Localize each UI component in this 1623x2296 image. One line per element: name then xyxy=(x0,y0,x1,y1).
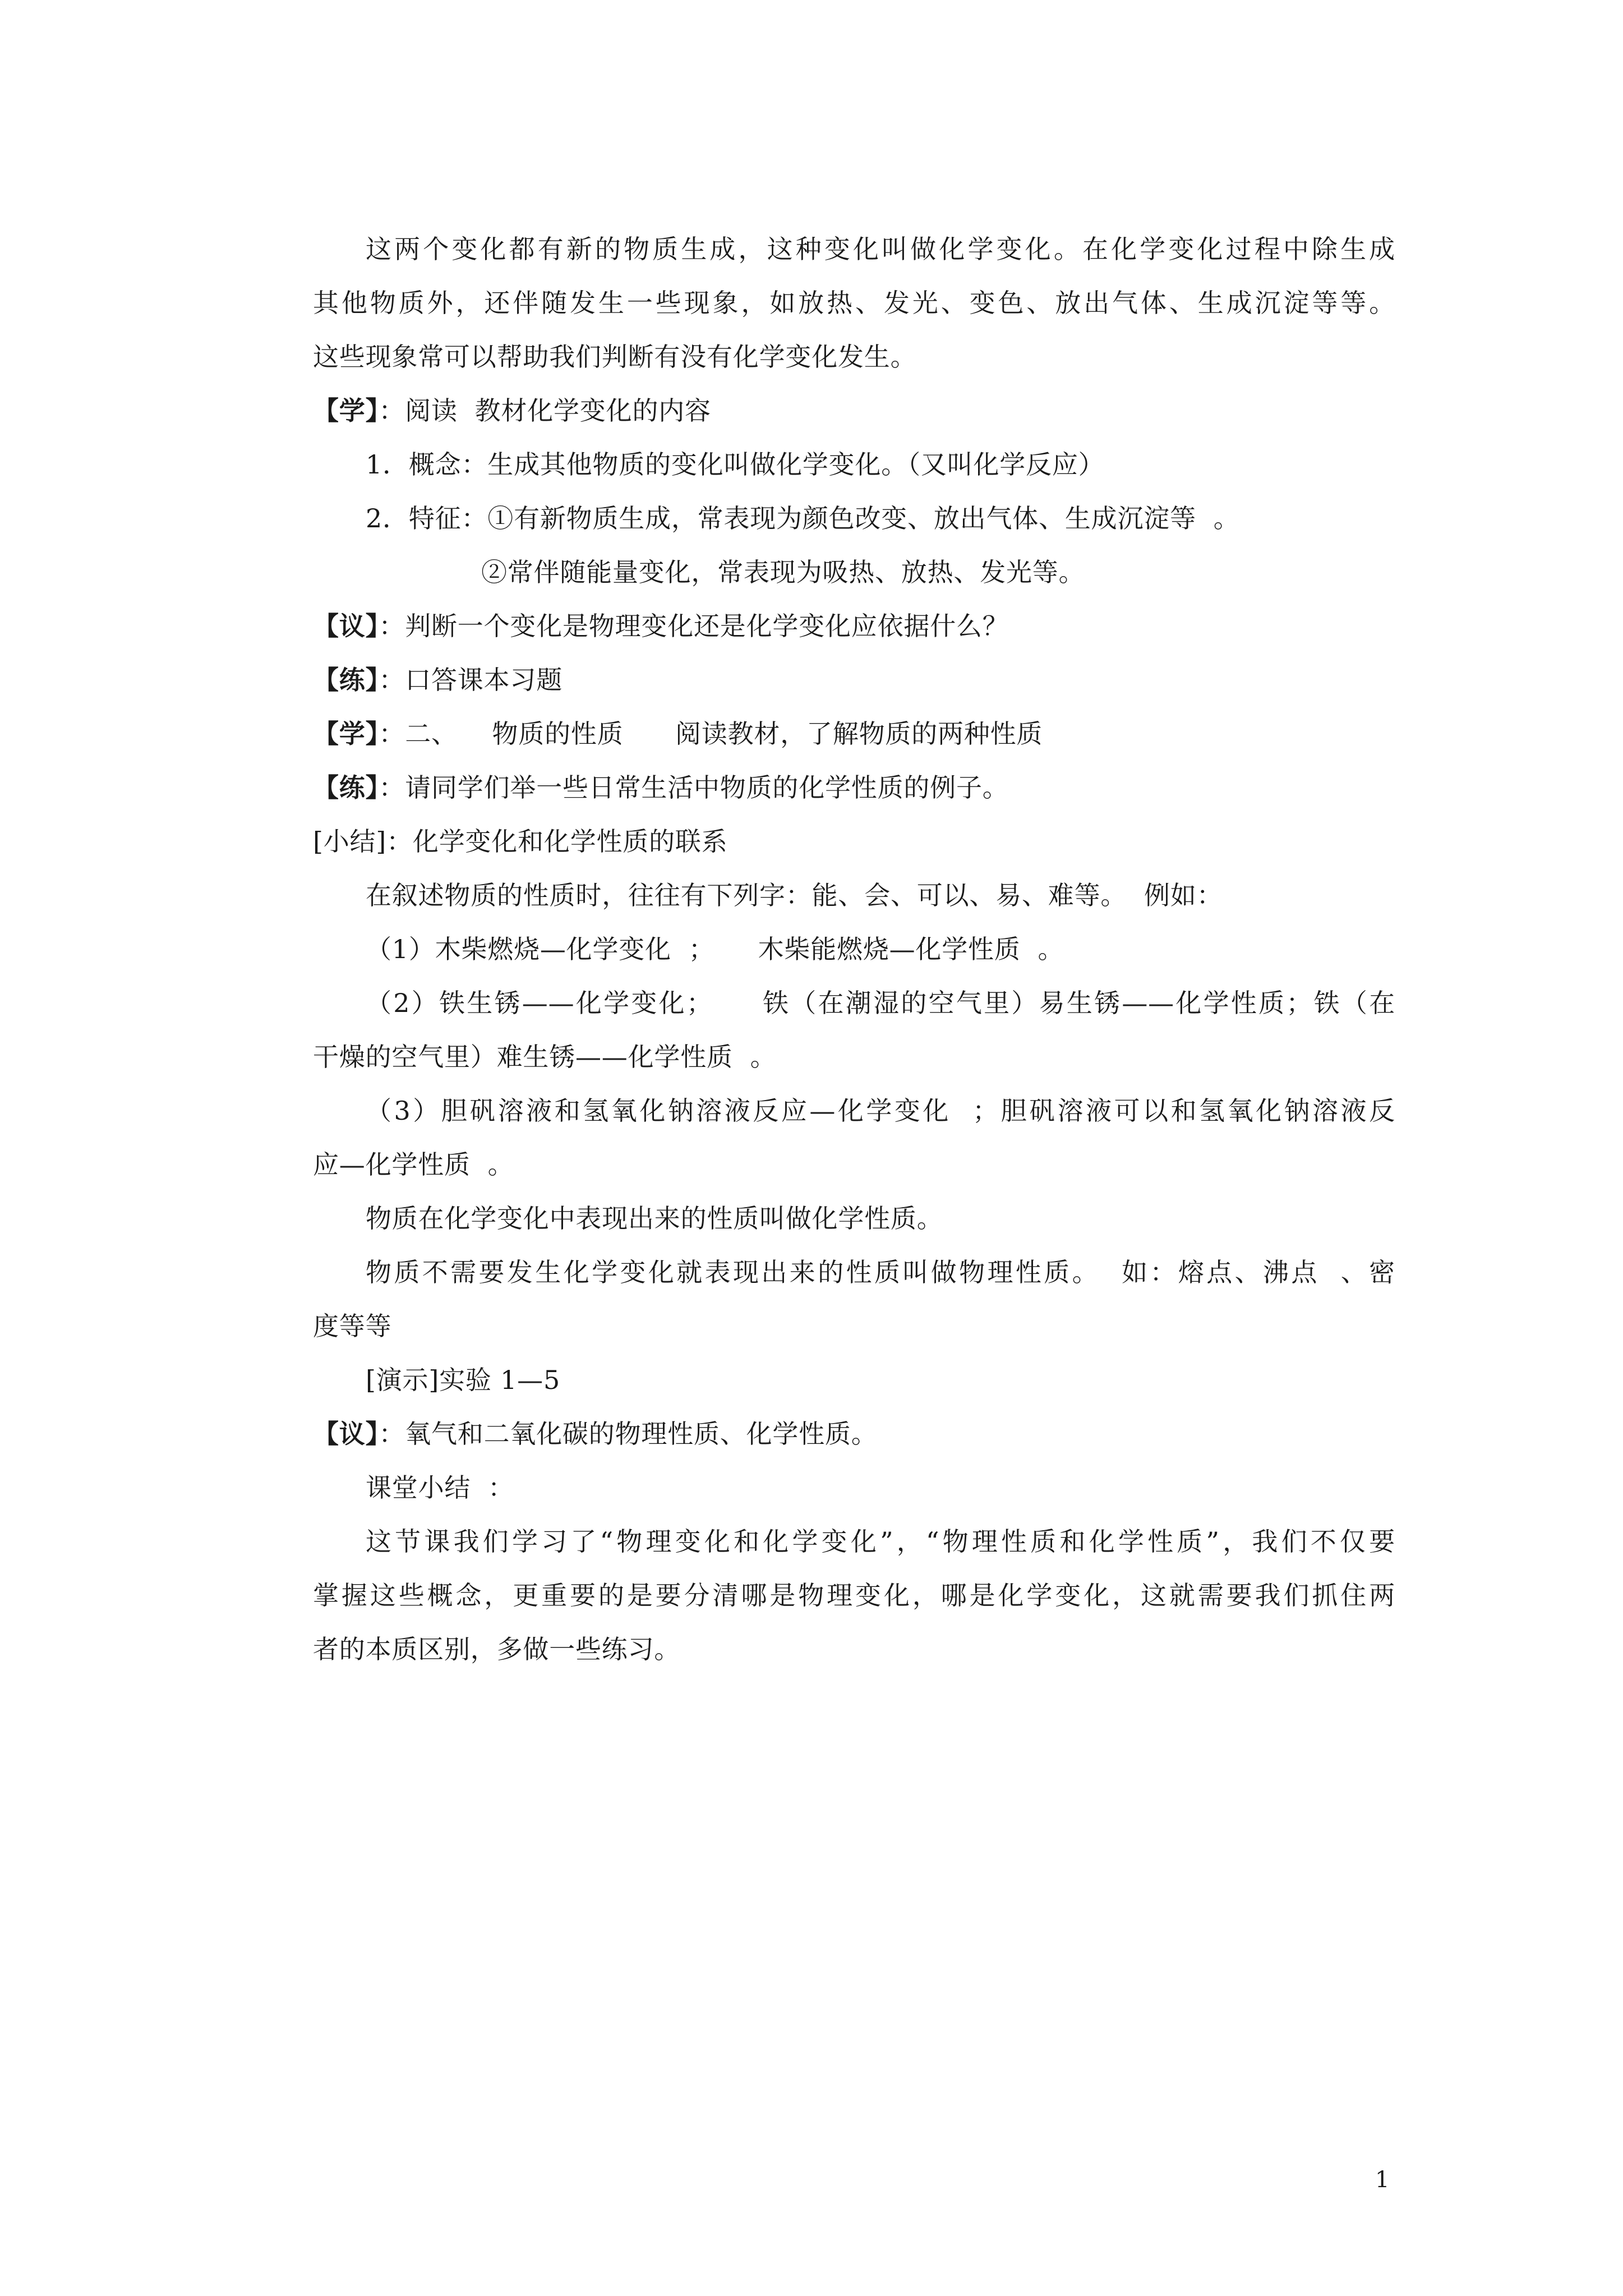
feature-line xyxy=(313,545,1395,599)
section-tag: 【议】 xyxy=(313,1419,379,1449)
line-text: 课堂小结 ： xyxy=(366,1473,514,1503)
definition-line xyxy=(313,1245,1395,1299)
example-line xyxy=(313,1030,1395,1084)
document-body xyxy=(313,222,1395,1676)
section-tag: 【议】 xyxy=(313,611,379,641)
paragraph-line xyxy=(313,222,1395,276)
section-tag: 【练】 xyxy=(313,772,379,803)
line-text: 这两个变化都有新的物质生成，这种变化叫做化学变化。在化学变化过程中除生成 xyxy=(366,234,1395,264)
study-line xyxy=(313,384,1395,438)
line-text: ：二、 物质的性质 阅读教材，了解物质的两种性质 xyxy=(379,719,1043,749)
example-line xyxy=(313,922,1395,976)
line-text: 这些现象常可以帮助我们判断有没有化学变化发生。 xyxy=(313,342,917,372)
line-text: ：请同学们举一些日常生活中物质的化学性质的例子。 xyxy=(379,772,1009,803)
concept-line xyxy=(313,438,1395,491)
demo-line xyxy=(313,1353,1395,1407)
class-summary-heading xyxy=(313,1461,1395,1515)
paragraph-line xyxy=(313,1515,1395,1568)
line-text: 物质在化学变化中表现出来的性质叫做化学性质。 xyxy=(366,1203,943,1234)
practice-line xyxy=(313,761,1395,815)
example-line xyxy=(313,1084,1395,1138)
summary-heading xyxy=(313,815,1395,868)
practice-line xyxy=(313,653,1395,707)
discuss-line xyxy=(313,599,1395,653)
line-text: 者的本质区别，多做一些练习。 xyxy=(313,1634,681,1664)
line-text: ：阅读 教材化学变化的内容 xyxy=(379,395,711,426)
definition-line xyxy=(313,1299,1395,1353)
line-text: 物质不需要发生化学变化就表现出来的性质叫做物理性质。 如：熔点、沸点 、密 xyxy=(366,1257,1395,1287)
paragraph-line xyxy=(313,276,1395,330)
line-text: 其他物质外，还伴随发生一些现象，如放热、发光、变色、放出气体、生成沉淀等等。 xyxy=(313,288,1395,318)
example-line xyxy=(313,976,1395,1030)
discuss-line xyxy=(313,1407,1395,1461)
line-text: 2．特征：①有新物质生成，常表现为颜色改变、放出气体、生成沉淀等 。 xyxy=(366,503,1240,533)
paragraph-line xyxy=(313,868,1395,922)
line-text: 在叙述物质的性质时，往往有下列字：能、会、可以、易、难等。 例如： xyxy=(366,880,1223,910)
paragraph-line xyxy=(313,1622,1395,1676)
line-text: 度等等 xyxy=(313,1311,392,1341)
line-text: 1．概念：生成其他物质的变化叫做化学变化。（又叫化学反应） xyxy=(366,449,1105,480)
line-text: （1）木柴燃烧—化学变化 ； 木柴能燃烧—化学性质 。 xyxy=(366,934,1064,964)
section-tag: 【练】 xyxy=(313,665,379,695)
line-text: 掌握这些概念，更重要的是要分清哪是物理变化，哪是化学变化，这就需要我们抓住两 xyxy=(313,1580,1395,1611)
example-line xyxy=(313,1138,1395,1191)
line-text: 干燥的空气里）难生锈——化学性质 。 xyxy=(313,1042,777,1072)
section-tag: 【学】 xyxy=(313,719,379,749)
page-number: 1 xyxy=(1375,2167,1390,2193)
paragraph-line xyxy=(313,1568,1395,1622)
line-text: ：氧气和二氧化碳的物理性质、化学性质。 xyxy=(379,1419,878,1449)
line-text: 这节课我们学习了“物理变化和化学变化”，“物理性质和化学性质”，我们不仅要 xyxy=(366,1526,1395,1557)
line-text: ②常伴随能量变化，常表现为吸热、放热、发光等。 xyxy=(481,557,1085,587)
line-text: ：口答课本习题 xyxy=(379,665,563,695)
line-text: （3）胆矾溶液和氢氧化钠溶液反应—化学变化 ；胆矾溶液可以和氢氧化钠溶液反 xyxy=(366,1096,1395,1126)
line-text: 应—化学性质 。 xyxy=(313,1149,514,1180)
line-text: [小结]：化学变化和化学性质的联系 xyxy=(313,826,728,857)
section-tag: 【学】 xyxy=(313,395,379,426)
line-text: （2）铁生锈——化学变化； 铁（在潮湿的空气里）易生锈——化学性质；铁（在 xyxy=(366,988,1395,1018)
study-line xyxy=(313,707,1395,761)
line-text: ：判断一个变化是物理变化还是化学变化应依据什么？ xyxy=(379,611,1009,641)
definition-line xyxy=(313,1191,1395,1245)
paragraph-line xyxy=(313,330,1395,384)
feature-line xyxy=(313,491,1395,545)
line-text: [演示]实验 1—5 xyxy=(366,1365,561,1395)
